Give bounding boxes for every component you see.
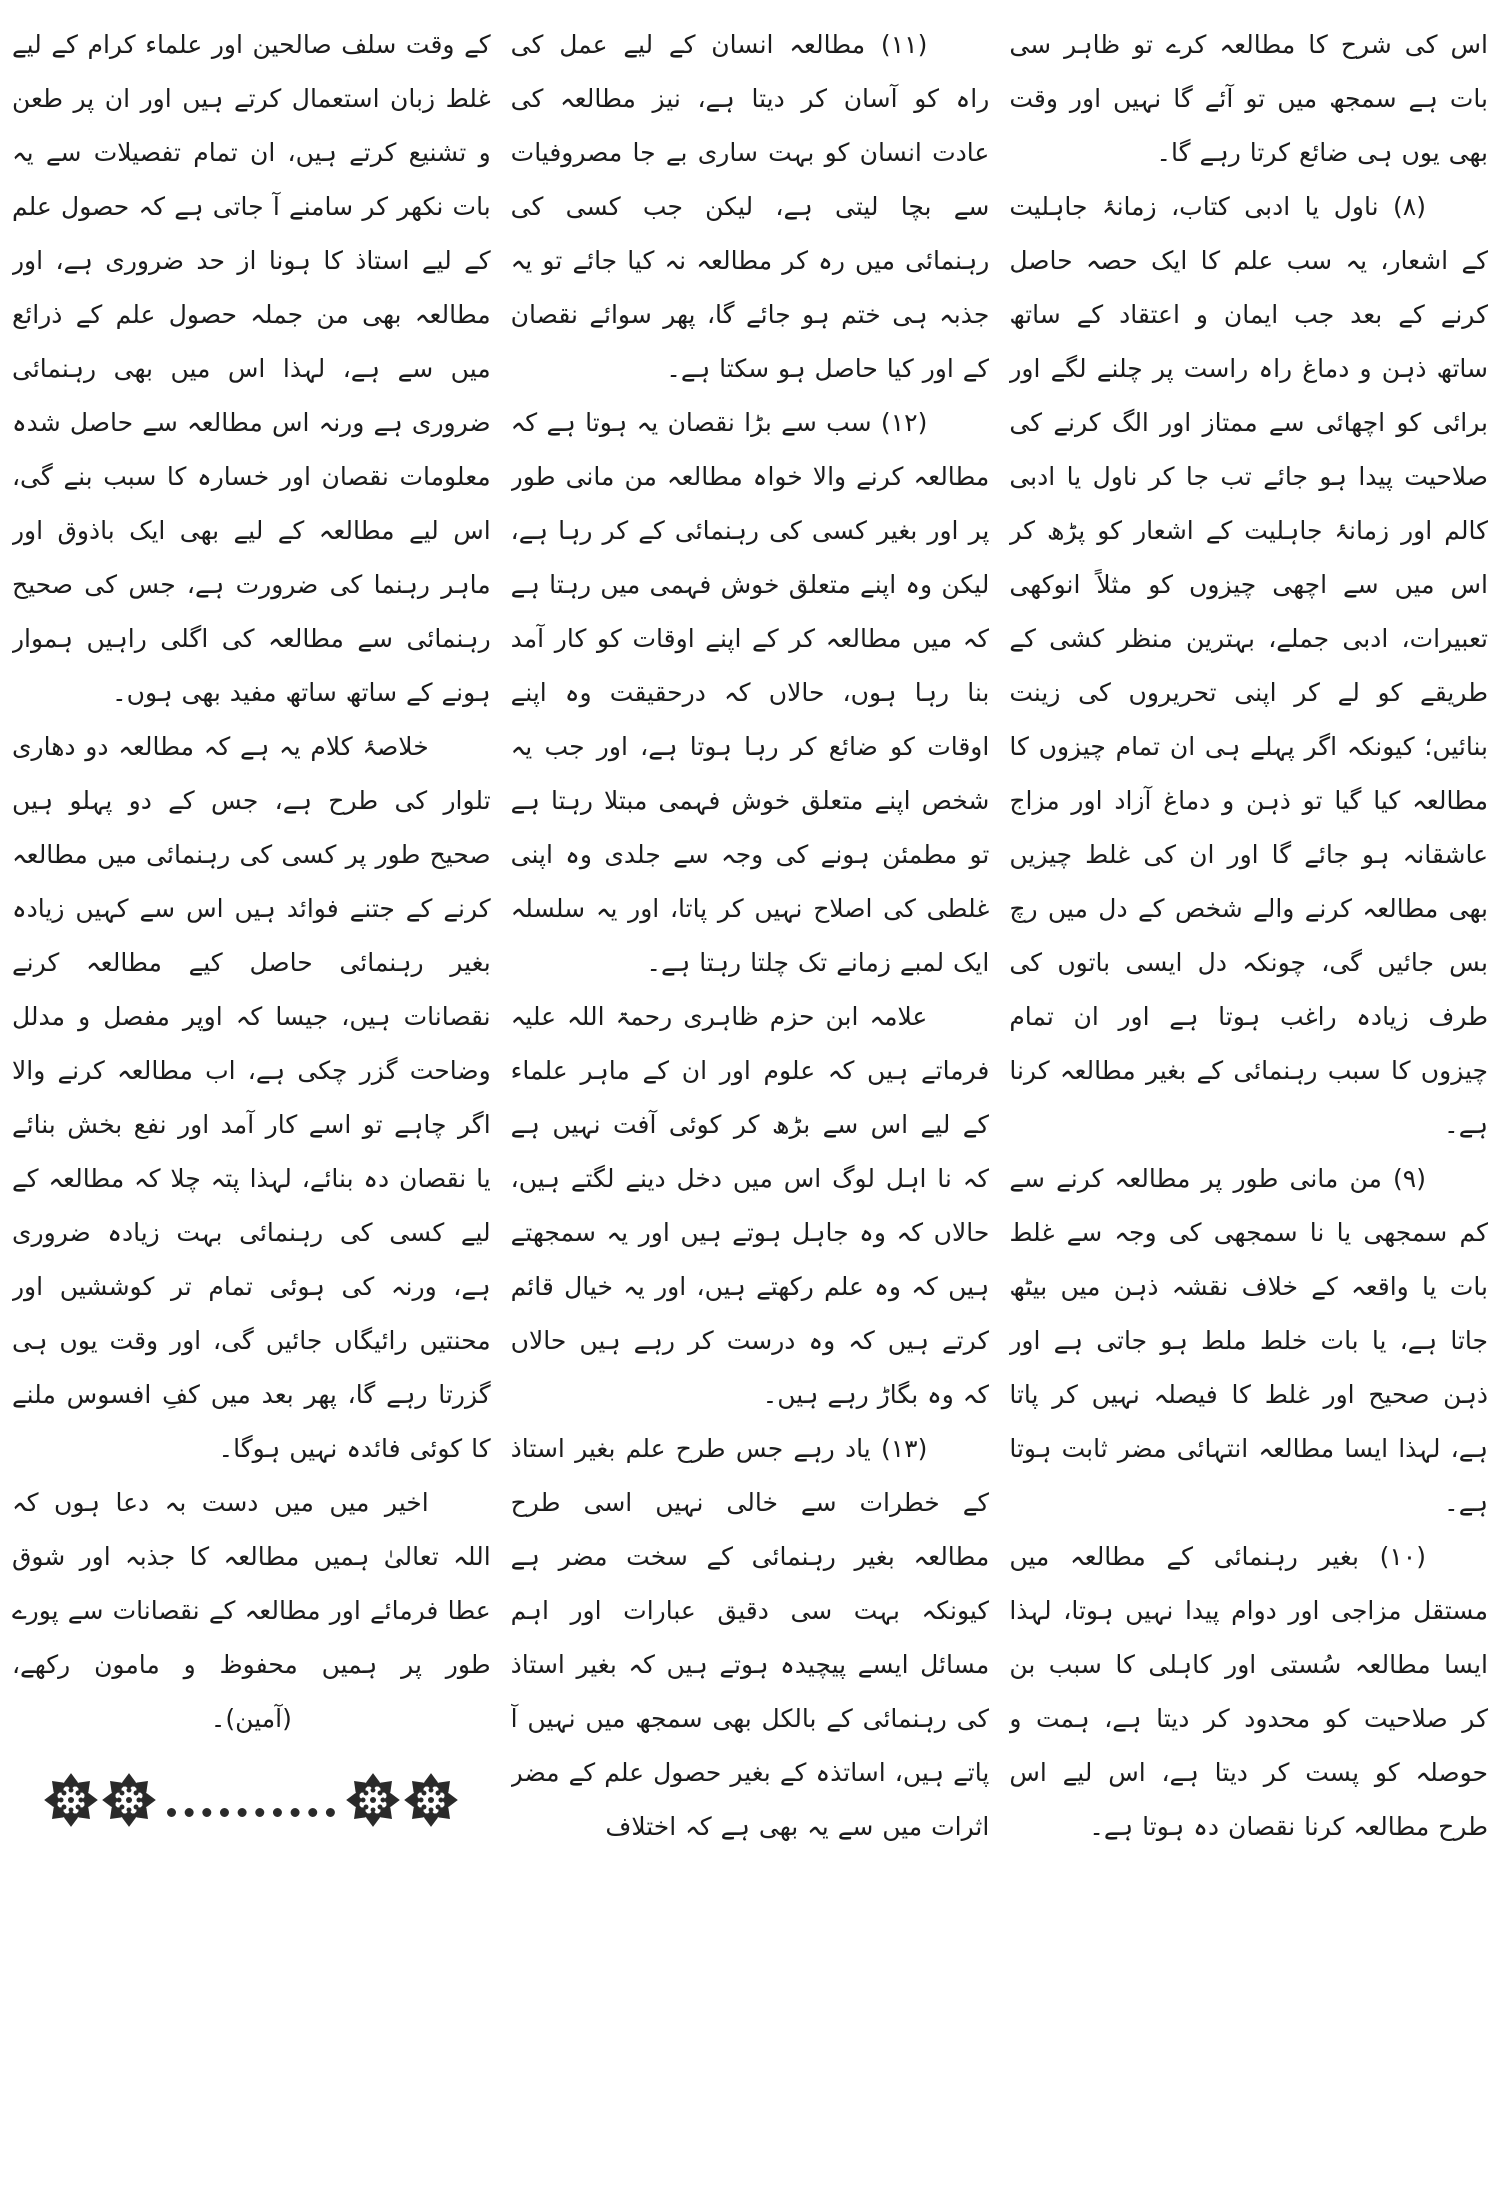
paragraph: خلاصۂ کلام یہ ہے کہ مطالعہ دو دھاری تلوار کی طرح ہے، جس کے دو پہلو ہیں صحیح طور پر کسی کی رہنمائی میں مطالعہ کرنے کے جتنے فوائد ہیں اس سے کہیں زیادہ بغیر رہنمائی حاصل کیے مطالعہ کرنے نقصانات ہیں، جیسا کہ اوپر مفصل و مدلل وضاحت گزر چکی ہے، اب مطالعہ کرنے والا اگر چاہے تو اسے کار آمد اور نفع بخش بنائے یا نقصان دہ بنائے، لہذا پتہ چلا کہ مطالعہ کے لیے کسی کی رہنمائی بہت زیادہ ضروری ہے، ورنہ کی ہوئی تمام تر کوششیں اور محنتیں رائیگاں جائیں گی، اور وقت یوں ہی گزرتا رہے گا، پھر بعد میں کفِ افسوس ملنے کا کوئی فائدہ نہیں ہوگا۔ [11, 732, 491, 1463]
star-rosette-icon [43, 1772, 99, 1828]
paragraph: علامہ ابن حزم ظاہری رحمۃ اللہ علیہ فرماتے ہیں کہ علوم اور ان کے ماہر علماء کے لیے اس سے بڑھ کر کوئی آفت نہیں ہے کہ نا اہل لوگ اس میں دخل دینے لگتے ہیں، حالاں کہ وہ جاہل ہوتے ہیں اور یہ سمجھتے ہیں کہ وہ علم رکھتے ہیں، اور یہ خیال قائم کرتے ہیں کہ وہ درست کر رہے ہیں حالاں کہ وہ بگاڑ رہے ہیں۔ [510, 1002, 990, 1409]
article-column-middle [511, 18, 990, 2190]
paragraph: (۱۰) بغیر رہنمائی کے مطالعہ میں مستقل مزاجی اور دوام پیدا نہیں ہوتا، لہذا ایسا مطالعہ سُستی اور کاہلی کا سبب بن کر صلاحیت کو محدود کر دیتا ہے، ہمت و حوصلہ کو پست کر دیتا ہے، اس لیے اس طرح مطالعہ کرنا نقصان دہ ہوتا ہے۔ [1009, 1542, 1488, 1841]
paragraph: کے وقت سلف صالحین اور علماء کرام کے لیے غلط زبان استعمال کرتے ہیں اور ان پر طعن و تشنیع کرتے ہیں، ان تمام تفصیلات سے یہ بات نکھر کر سامنے آ جاتی ہے کہ حصول علم کے لیے استاذ کا ہونا از حد ضروری ہے، اور مطالعہ بھی من جملہ حصول علم کے ذرائع میں سے ہے، لہذا اس میں بھی رہنمائی ضروری ہے ورنہ اس مطالعہ سے حاصل شدہ معلومات نقصان اور خسارہ کا سبب بنے گی، اس لیے مطالعہ کے لیے بھی ایک باذوق اور ماہر رہنما کی ضرورت ہے، جس کی صحیح رہنمائی سے مطالعہ کی اگلی راہیں ہموار ہونے کے ساتھ ساتھ مفید بھی ہوں۔ [11, 30, 491, 707]
paragraph: (۱۱) مطالعہ انسان کے لیے عمل کی راہ کو آسان کر دیتا ہے، نیز مطالعہ کی عادت انسان کو بہت ساری بے جا مصروفیات سے بچا لیتی ہے، لیکن جب کسی کی رہنمائی میں رہ کر مطالعہ نہ کیا جائے تو یہ جذبہ ہی ختم ہو جائے گا، پھر سوائے نقصان کے اور کیا حاصل ہو سکتا ہے۔ [510, 30, 990, 383]
star-rosette-icon [345, 1772, 401, 1828]
article-column-left [12, 18, 491, 2190]
article-column-right [1009, 18, 1488, 2190]
paragraph: (۹) من مانی طور پر مطالعہ کرنے سے کم سمجھی یا نا سمجھی کی وجہ سے غلط بات یا واقعہ کے خلاف نقشہ ذہن میں بیٹھ جاتا ہے، یا بات خلط ملط ہو جاتی ہے اور ذہن صحیح اور غلط کا فیصلہ نہیں کر پاتا ہے، لہذا ایسا مطالعہ انتہائی مضر ثابت ہوتا ہے۔ [1009, 1164, 1488, 1517]
end-ornament [12, 1772, 491, 1828]
star-rosette-icon [101, 1772, 157, 1828]
star-rosette-icon [403, 1772, 459, 1828]
dotted-divider [167, 1808, 335, 1817]
paragraph: اس کی شرح کا مطالعہ کرے تو ظاہر سی بات ہے سمجھ میں تو آئے گا نہیں اور وقت بھی یوں ہی ضائع کرتا رہے گا۔ [1009, 30, 1488, 167]
paragraph: (۸) ناول یا ادبی کتاب، زمانۂ جاہلیت کے اشعار، یہ سب علم کا ایک حصہ حاصل کرنے کے بعد جب ایمان و اعتقاد کے ساتھ ساتھ ذہن و دماغ راہ راست پر چلنے لگے اور برائی کو اچھائی سے ممتاز اور الگ کرنے کی صلاحیت پیدا ہو جائے تب جا کر ناول یا ادبی کالم اور زمانۂ جاہلیت کے اشعار کو پڑھ کر اس میں سے اچھی چیزوں کو مثلاً انوکھی تعبیرات، ادبی جملے، بہترین منظر کشی کے طریقے کو لے کر اپنی تحریروں کی زینت بنائیں؛ کیونکہ اگر پہلے ہی ان تمام چیزوں کا مطالعہ کیا گیا تو ذہن و دماغ آزاد اور مزاج عاشقانہ ہو جائے گا اور ان کی غلط چیزیں بھی مطالعہ کرنے والے شخص کے دل میں رچ بس جائیں گی، چونکہ دل ایسی باتوں کی طرف زیادہ راغب ہوتا ہے اور ان تمام چیزوں کا سبب رہنمائی کے بغیر مطالعہ کرنا ہے۔ [1009, 192, 1488, 1139]
paragraph: اخیر میں میں دست بہ دعا ہوں کہ اللہ تعالیٰ ہمیں مطالعہ کا جذبہ اور شوق عطا فرمائے اور مطالعہ کے نقصانات سے پورے طور پر ہمیں محفوظ و مامون رکھے، (آمین)۔ [11, 1488, 491, 1733]
paragraph: (۱۳) یاد رہے جس طرح علم بغیر استاذ کے خطرات سے خالی نہیں اسی طرح مطالعہ بغیر رہنمائی کے سخت مضر ہے کیونکہ بہت سی دقیق عبارات اور اہم مسائل ایسے پیچیدہ ہوتے ہیں کہ بغیر استاذ کی رہنمائی کے بالکل بھی سمجھ میں نہیں آ پاتے ہیں، اساتذہ کے بغیر حصول علم کے مضر اثرات میں سے یہ بھی ہے کہ اختلاف [510, 1434, 990, 1841]
paragraph: (۱۲) سب سے بڑا نقصان یہ ہوتا ہے کہ مطالعہ کرنے والا خواہ مطالعہ من مانی طور پر اور بغیر کسی کی رہنمائی کے کر رہا ہے، لیکن وہ اپنے متعلق خوش فہمی میں رہتا ہے کہ میں مطالعہ کر کے اپنے اوقات کو کار آمد بنا رہا ہوں، حالاں کہ درحقیقت وہ اپنے اوقات کو ضائع کر رہا ہوتا ہے، اور جب یہ شخص اپنے متعلق خوش فہمی مبتلا رہتا ہے تو مطمئن ہونے کی وجہ سے جلدی وہ اپنی غلطی کی اصلاح نہیں کر پاتا، اور یہ سلسلہ ایک لمبے زمانے تک چلتا رہتا ہے۔ [510, 408, 990, 977]
